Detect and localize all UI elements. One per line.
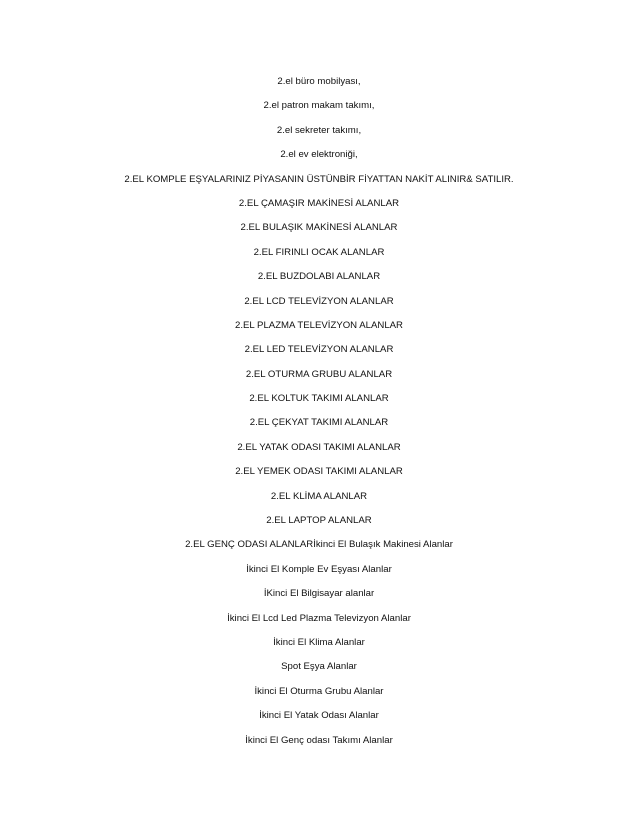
text-line: İkinci El Komple Ev Eşyası Alanlar [246, 563, 392, 575]
text-line: 2.EL KOLTUK TAKIMI ALANLAR [249, 393, 389, 405]
text-line: 2.EL GENÇ ODASI ALANLARİkinci El Bulaşık Makinesi Alanlar [185, 539, 453, 551]
text-lines [0, 74, 638, 757]
text-line: 2.el ev elektroniği, [280, 149, 358, 161]
text-line: 2.EL LCD TELEVİZYON ALANLAR [244, 295, 394, 307]
text-line: 2.EL KLİMA ALANLAR [270, 490, 368, 502]
text-line: 2.EL ÇEKYAT TAKIMI ALANLAR [249, 417, 389, 429]
text-line: İkinci El Klima Alanlar [273, 636, 365, 648]
text-line: 2.EL ÇAMAŞIR MAKİNESİ ALANLAR [238, 197, 400, 209]
text-line: 2.EL LAPTOP ALANLAR [266, 515, 372, 527]
text-line: 2.EL YATAK ODASI TAKIMI ALANLAR [237, 441, 401, 453]
text-line: İKinci El Bilgisayar alanlar [263, 588, 375, 600]
text-line: 2.EL FIRINLI OCAK ALANLAR [253, 246, 385, 258]
text-line: İkinci El Oturma Grubu Alanlar [254, 685, 384, 697]
text-line: 2.EL BUZDOLABI ALANLAR [257, 271, 381, 283]
text-line: 2.EL LED TELEVİZYON ALANLAR [244, 344, 394, 356]
text-line: 2.EL KOMPLE EŞYALARINIZ PİYASANIN ÜSTÜNBİR FİYATTAN NAKİT ALINIR& SATILIR. [124, 173, 514, 185]
text-line: 2.el büro mobilyası, [277, 76, 361, 87]
text-line: 2.EL PLAZMA TELEVİZYON ALANLAR [235, 319, 403, 331]
text-line: 2.el patron makam takımı, [263, 100, 375, 112]
text-line: 2.el sekreter takımı, [276, 124, 362, 136]
text-line: 2.EL YEMEK ODASI TAKIMI ALANLAR [235, 466, 403, 478]
text-line: 2.EL BULAŞIK MAKİNESİ ALANLAR [240, 222, 398, 234]
text-line: İkinci El Yatak Odası Alanlar [259, 710, 379, 722]
text-line: İkinci El Genç odası Takımı Alanlar [245, 734, 393, 746]
text-line: İkinci El Lcd Led Plazma Televizyon Alanlar [227, 612, 411, 624]
text-line: 2.EL OTURMA GRUBU ALANLAR [245, 368, 393, 380]
text-line: Spot Eşya Alanlar [281, 661, 357, 673]
